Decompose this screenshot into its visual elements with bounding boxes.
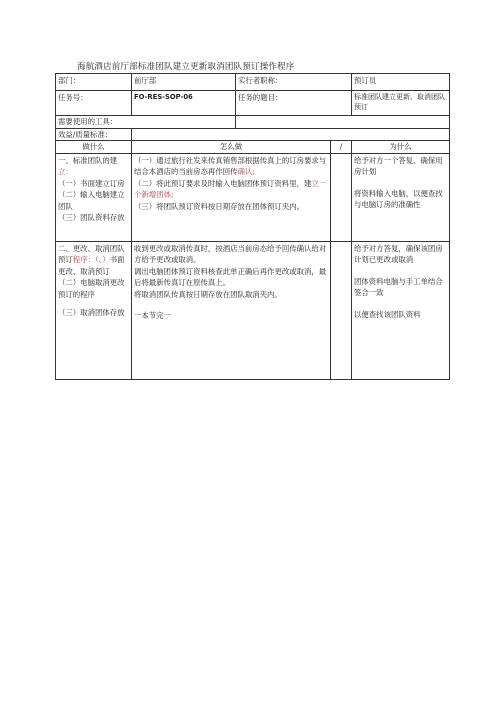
task-title-label: 任务的题目：: [236, 91, 352, 116]
section2-step3: （三）取消团体存放: [58, 308, 125, 318]
department-label: 部门：: [56, 74, 132, 91]
section1-how-step1: （一）通过旅行社发来传真销售部根据传真上的订房要求与结合本酒店的当前房态再作回传确认;: [134, 155, 327, 177]
section2-why-3: 以便查找该团队资料: [354, 309, 421, 319]
section2-what: [56, 241, 132, 379]
tools-row: [56, 116, 450, 129]
section1-how-step2: （二）将此预订要求及时输入电脑团体预订资料里，建立一个新增团体;: [134, 178, 327, 200]
section1-step2: （二）输入电脑建立团队: [58, 190, 125, 211]
section1-step1: （一）书面建立订房: [58, 178, 125, 188]
section2-why-2: 团体资料电脑与手工单结合签合一致: [354, 276, 443, 298]
task-no-label: 任务号：: [56, 91, 132, 116]
section2-how-step3: 将取消团队传真按日期存放在团队取消夹内。: [134, 289, 282, 299]
quality-label: 效益/质量标准：: [56, 128, 132, 141]
section2-step2: （二）电脑取消更改预订的程序: [58, 278, 125, 299]
section1-how-step3: （三）将团队预订资料按日期存放在团体预订夹内。: [134, 201, 304, 211]
sop-table: [55, 73, 450, 380]
section1-what: [56, 153, 132, 241]
section1-row: [56, 153, 450, 241]
section1-why-1: 给予对方一个答复、确保用房计划: [354, 155, 443, 177]
quality-value: [132, 128, 450, 141]
section2-how-step1: 收到更改或取消传真时，按酒店当前房态给予回传确认给对方给予更改或取消。: [134, 243, 327, 265]
section1-title: 一、标准团队的建 立：: [58, 155, 118, 177]
section2-why-1: 给予对方答复，确保该团房计划已更改或取消: [354, 243, 443, 265]
section2-slash: [331, 241, 352, 379]
col-how-header: 怎么做: [132, 141, 331, 154]
col-what-header: 做什么: [56, 141, 132, 154]
task-no-value: FO-RES-SOP-06: [132, 91, 236, 116]
task-row: [56, 91, 450, 116]
tools-value: [236, 116, 450, 129]
section1-step3: （三）团队资料存放: [58, 213, 125, 223]
section2-end-marker: 一本节完一: [134, 311, 171, 321]
section2-title: 二、更改、取消团队预订程序：（、）书面更改、取消预订: [58, 243, 125, 276]
column-header-row: [56, 141, 450, 154]
section2-how: [132, 241, 331, 379]
executor-value: 预订员: [352, 74, 450, 91]
department-row: [56, 74, 450, 91]
quality-row: [56, 128, 450, 141]
col-why-header: 为什么: [352, 141, 450, 154]
executor-label: 实行者职称：: [236, 74, 352, 91]
section1-why: [352, 153, 450, 241]
section1-why-2: 将资料输入电脑，以便查找与电脑订房的准确性: [354, 188, 443, 210]
task-title-value: 标准团队建立更新、取消团队预订: [352, 91, 450, 116]
department-value: 前厅部: [132, 74, 236, 91]
document-title: 海航酒店前厅部标准团队建立更新取消团队预订操作程序: [77, 62, 295, 72]
section1-how: [132, 153, 331, 241]
tools-label: 需要使用的工具：: [56, 116, 236, 129]
section1-slash: [331, 153, 352, 241]
section2-how-step2: 调出电脑团体预订资料核查此单正确后再作更改或取消，最后将最新传真订在原传真上。: [134, 266, 327, 288]
col-slash-header: /: [331, 141, 352, 154]
section2-row: [56, 241, 450, 379]
section2-why: [352, 241, 450, 379]
